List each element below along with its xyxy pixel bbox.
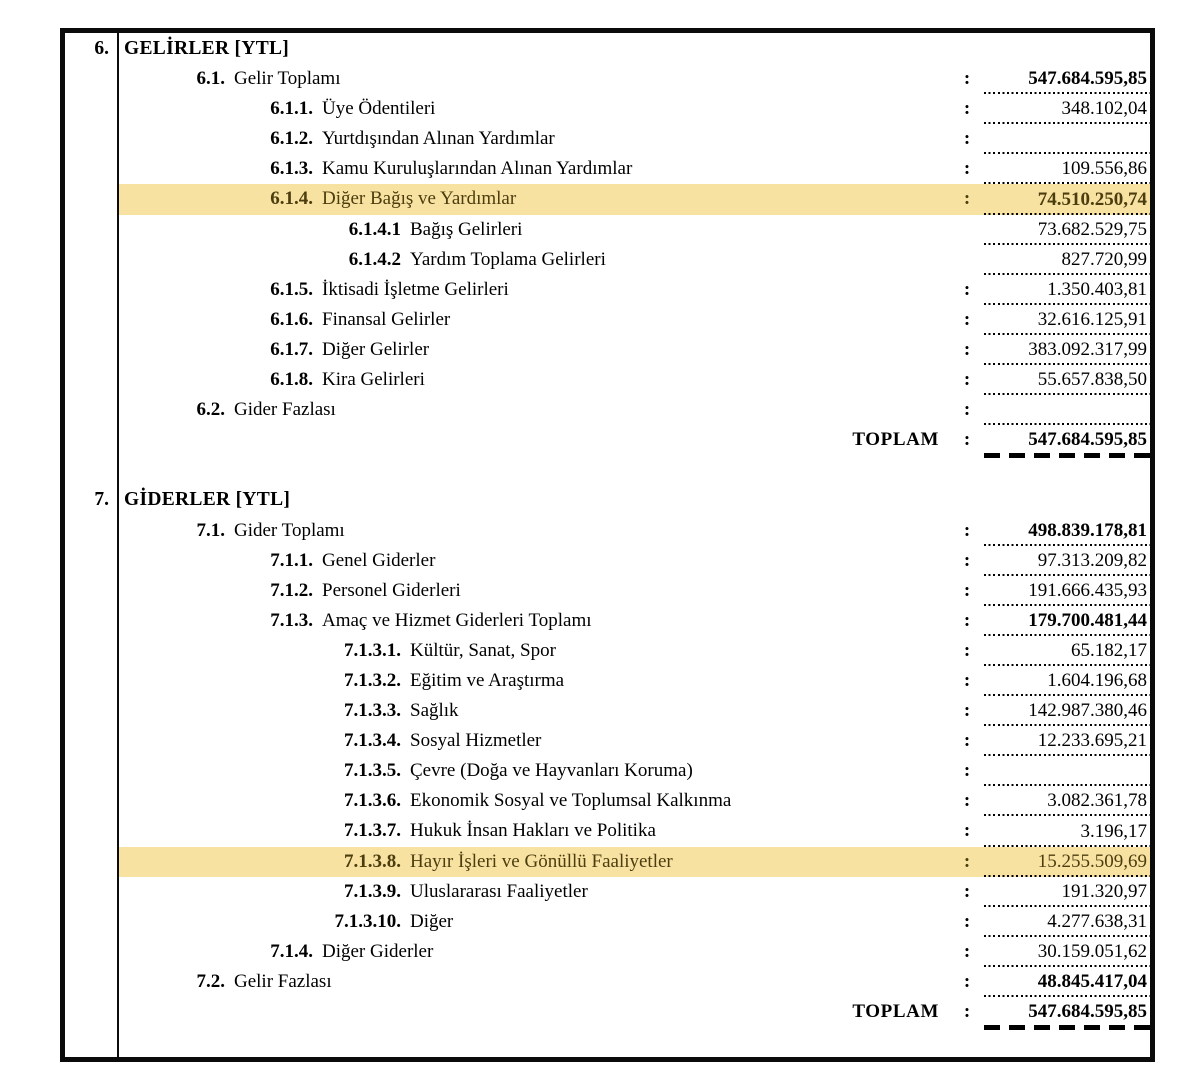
line-item-row: [119, 154, 1150, 184]
section-header-row: [94, 485, 1150, 515]
section-title: GELİRLER [YTL]: [124, 38, 290, 59]
item-label: Gelir Fazlası: [234, 970, 332, 992]
line-item-row: [119, 245, 1150, 275]
item-number: 7.1.3.3.: [344, 700, 401, 722]
item-number: 6.1.2.: [270, 128, 313, 150]
item-number: 6.1.4.2: [348, 248, 401, 270]
line-item-row: [119, 395, 1150, 425]
item-colon: :: [963, 880, 971, 902]
item-label: Gelir Toplamı: [234, 68, 341, 90]
total-row: [119, 425, 1150, 455]
item-number: 6.1.: [196, 68, 225, 90]
item-value: 827.720,99: [1061, 248, 1147, 270]
item-number: 7.1.1.: [270, 549, 313, 571]
value-cell: [984, 907, 1150, 937]
item-number: 6.1.6.: [270, 308, 313, 330]
item-colon: :: [963, 669, 971, 691]
line-item-row: [119, 756, 1150, 786]
value-cell: [984, 666, 1150, 696]
document-frame: [60, 28, 1155, 1062]
value-cell: [984, 516, 1150, 546]
item-label: Diğer: [410, 910, 454, 932]
value-cell: [984, 395, 1150, 425]
value-cell: [984, 726, 1150, 756]
item-number: 7.1.4.: [270, 940, 313, 962]
item-number: 7.1.3.5.: [344, 760, 401, 782]
item-number: 6.1.3.: [270, 158, 313, 180]
item-label: Amaç ve Hizmet Giderleri Toplamı: [322, 609, 592, 631]
item-colon: :: [963, 579, 971, 601]
item-value: 12.233.695,21: [1037, 730, 1147, 752]
item-value: 3.196,17: [1080, 820, 1147, 842]
item-label: Gider Toplamı: [234, 519, 345, 541]
item-label: Kira Gelirleri: [322, 369, 425, 391]
total-label: TOPLAM: [852, 1001, 939, 1022]
item-value: 15.255.509,69: [1037, 850, 1147, 872]
total-colon: :: [963, 429, 971, 451]
value-cell: [984, 94, 1150, 124]
item-value: 191.320,97: [1061, 880, 1147, 902]
item-colon: :: [963, 820, 971, 842]
item-value: 30.159.051,62: [1037, 940, 1147, 962]
item-number: 6.1.5.: [270, 278, 313, 300]
value-cell: [984, 816, 1150, 846]
value-cell: [984, 756, 1150, 786]
item-number: 7.1.3.7.: [344, 820, 401, 842]
item-number: 6.1.1.: [270, 98, 313, 120]
item-label: Sosyal Hizmetler: [410, 730, 542, 752]
line-item-row: [119, 937, 1150, 967]
line-item-row: [119, 606, 1150, 636]
line-item-row: [119, 516, 1150, 546]
item-colon: :: [963, 940, 971, 962]
item-colon: :: [963, 549, 971, 571]
line-item-row: [119, 275, 1150, 305]
item-number: 6.1.8.: [270, 369, 313, 391]
item-number: 7.1.3.: [270, 609, 313, 631]
item-colon: :: [963, 399, 971, 421]
item-number: 7.1.: [196, 519, 225, 541]
line-item-row: [119, 786, 1150, 816]
value-cell: [984, 847, 1150, 877]
item-colon: :: [963, 700, 971, 722]
item-colon: :: [963, 158, 971, 180]
item-value: 74.510.250,74: [1037, 188, 1147, 210]
item-colon: :: [963, 639, 971, 661]
section-number: 7.: [94, 489, 109, 511]
value-cell: [984, 275, 1150, 305]
item-number: 6.1.4.: [270, 188, 313, 210]
item-colon: :: [963, 188, 971, 210]
value-cell: [984, 215, 1150, 245]
line-item-row: [119, 94, 1150, 124]
item-number: 7.1.3.8.: [344, 850, 401, 872]
item-number: 7.1.3.2.: [344, 669, 401, 691]
value-cell: [984, 636, 1150, 666]
item-label: Hukuk İnsan Hakları ve Politika: [410, 820, 656, 842]
line-item-row: [119, 64, 1150, 94]
budget-rows: [94, 34, 1150, 1027]
item-value: 142.987.380,46: [1028, 700, 1147, 722]
item-label: Personel Giderleri: [322, 579, 461, 601]
line-item-row: [119, 305, 1150, 335]
line-item-row: [119, 335, 1150, 365]
item-label: Finansal Gelirler: [322, 308, 451, 330]
item-value: 191.666.435,93: [1028, 579, 1147, 601]
item-number: 7.1.3.6.: [344, 790, 401, 812]
line-item-row: [119, 907, 1150, 937]
item-label: Gider Fazlası: [234, 399, 336, 421]
item-value: 73.682.529,75: [1037, 218, 1147, 240]
item-colon: :: [963, 850, 971, 872]
section-spacer: [119, 455, 1150, 485]
total-row: [119, 997, 1150, 1027]
item-value: 32.616.125,91: [1037, 308, 1147, 330]
item-value: 48.845.417,04: [1037, 971, 1147, 992]
item-label: Eğitim ve Araştırma: [410, 669, 565, 691]
total-colon: :: [963, 1001, 971, 1022]
item-value: 383.092.317,99: [1028, 339, 1147, 361]
line-item-row: [119, 546, 1150, 576]
line-item-row: [119, 576, 1150, 606]
line-item-row: [119, 847, 1150, 877]
value-cell: [984, 154, 1150, 184]
value-cell: [984, 305, 1150, 335]
line-item-row: [119, 636, 1150, 666]
value-cell: [984, 245, 1150, 275]
item-value: 4.277.638,31: [1047, 910, 1147, 932]
item-colon: :: [963, 98, 971, 120]
item-label: Ekonomik Sosyal ve Toplumsal Kalkınma: [410, 790, 732, 812]
value-cell: [984, 64, 1150, 94]
item-colon: :: [963, 790, 971, 812]
item-colon: :: [963, 910, 971, 932]
line-item-row: [119, 124, 1150, 154]
item-label: Diğer Gelirler: [322, 338, 430, 360]
value-cell: [984, 606, 1150, 636]
line-item-row: [119, 877, 1150, 907]
section-number: 6.: [94, 38, 109, 59]
item-value: 179.700.481,44: [1028, 609, 1147, 631]
item-value: 109.556,86: [1061, 158, 1147, 180]
item-label: Diğer Bağış ve Yardımlar: [322, 188, 517, 210]
item-label: Çevre (Doğa ve Hayvanları Koruma): [410, 760, 693, 782]
item-value: 65.182,17: [1071, 639, 1147, 661]
section-header-row: [94, 34, 1150, 64]
line-item-row: [119, 696, 1150, 726]
value-cell: [984, 786, 1150, 816]
line-item-row: [119, 365, 1150, 395]
item-colon: :: [963, 730, 971, 752]
item-label: Uluslararası Faaliyetler: [410, 880, 588, 902]
value-cell: [984, 546, 1150, 576]
value-cell: [984, 877, 1150, 907]
item-number: 7.1.3.4.: [344, 730, 401, 752]
value-cell: [984, 696, 1150, 726]
item-value: 547.684.595,85: [1028, 68, 1147, 90]
item-colon: :: [963, 609, 971, 631]
item-number: 7.1.3.10.: [334, 910, 401, 932]
item-value: 348.102,04: [1061, 98, 1147, 120]
item-number: 7.2.: [196, 970, 225, 992]
item-colon: :: [963, 308, 971, 330]
item-label: Kamu Kuruluşlarından Alınan Yardımlar: [322, 158, 633, 180]
section-title: GİDERLER [YTL]: [124, 489, 291, 511]
item-colon: :: [963, 68, 971, 90]
item-label: Yardım Toplama Gelirleri: [410, 248, 606, 270]
value-cell: [984, 997, 1150, 1027]
line-item-row: [119, 726, 1150, 756]
value-cell: [984, 576, 1150, 606]
item-colon: :: [963, 338, 971, 360]
value-cell: [984, 967, 1150, 997]
item-number: 6.2.: [196, 399, 225, 421]
item-value: 547.684.595,85: [1028, 429, 1147, 451]
item-value: 97.313.209,82: [1037, 549, 1147, 571]
value-cell: [984, 184, 1150, 214]
item-colon: :: [963, 128, 971, 150]
item-colon: :: [963, 970, 971, 992]
value-cell: [984, 365, 1150, 395]
item-value: 1.604.196,68: [1047, 670, 1147, 692]
item-number: 6.1.7.: [270, 338, 313, 360]
item-label: Bağış Gelirleri: [410, 218, 523, 240]
item-label: Üye Ödentileri: [322, 98, 436, 120]
item-value: 547.684.595,85: [1028, 1001, 1147, 1023]
item-colon: :: [963, 278, 971, 300]
item-label: Hayır İşleri ve Gönüllü Faaliyetler: [410, 850, 673, 872]
dashed-leader: [984, 1025, 1150, 1030]
item-value: 498.839.178,81: [1028, 519, 1147, 541]
item-value: 55.657.838,50: [1037, 369, 1147, 391]
item-colon: :: [963, 369, 971, 391]
item-colon: :: [963, 519, 971, 541]
value-cell: [984, 937, 1150, 967]
item-number: 6.1.4.1: [348, 218, 401, 240]
line-item-row: [119, 184, 1150, 214]
item-number: 7.1.2.: [270, 579, 313, 601]
value-cell: [984, 335, 1150, 365]
line-item-row: [119, 666, 1150, 696]
item-label: Genel Giderler: [322, 549, 436, 571]
item-number: 7.1.3.1.: [344, 639, 401, 661]
item-value: 1.350.403,81: [1047, 278, 1147, 300]
item-label: Diğer Giderler: [322, 940, 434, 962]
item-label: Kültür, Sanat, Spor: [410, 639, 556, 661]
value-cell: [984, 425, 1150, 455]
total-label: TOPLAM: [852, 429, 939, 451]
item-value: 3.082.361,78: [1047, 790, 1147, 812]
line-item-row: [119, 967, 1150, 997]
item-colon: :: [963, 760, 971, 782]
line-item-row: [119, 816, 1150, 846]
line-item-row: [119, 215, 1150, 245]
item-number: 7.1.3.9.: [344, 880, 401, 902]
item-label: Sağlık: [410, 700, 459, 722]
item-label: Yurtdışından Alınan Yardımlar: [322, 128, 555, 150]
item-label: İktisadi İşletme Gelirleri: [322, 278, 509, 300]
value-cell: [984, 124, 1150, 154]
